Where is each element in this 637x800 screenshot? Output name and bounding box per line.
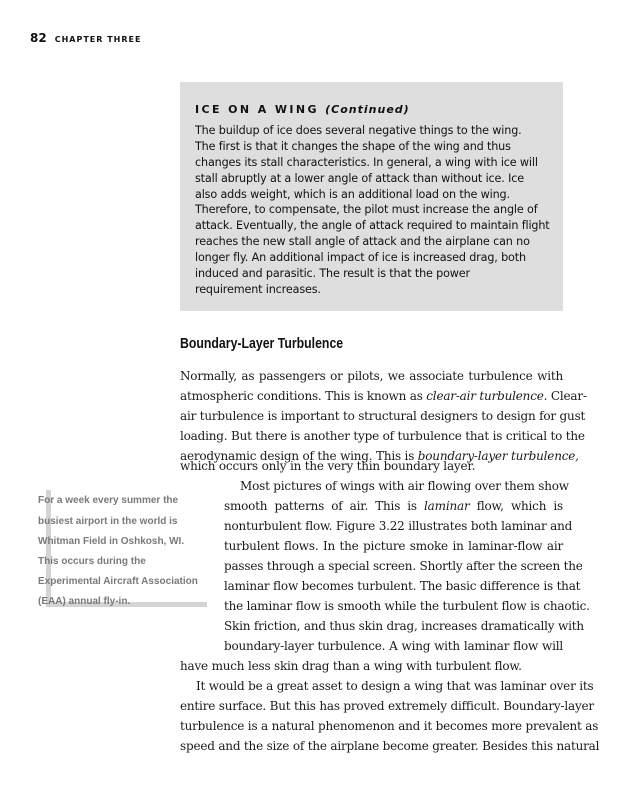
para2-line: the laminar flow is smooth while the turbulent flow is chaotic. xyxy=(224,599,590,613)
para2-line: nonturbulent flow. Figure 3.22 illustrates both laminar and xyxy=(224,519,573,533)
para2-line: laminar flow becomes turbulent. The basic difference is that xyxy=(224,579,581,593)
sidebar-line: The first is that it changes the shape of the wing and thus xyxy=(195,139,511,153)
text-run: atmospheric conditions. This is known as xyxy=(180,389,427,403)
para1-line: air turbulence is important to structural designers to design for gust xyxy=(180,409,586,423)
text-run: flow, which is xyxy=(469,499,563,513)
margin-note-line: busiest airport in the world is xyxy=(38,516,178,527)
margin-note-line: Experimental Aircraft Association xyxy=(38,576,198,587)
sidebar-title-main: ICE ON A WING xyxy=(195,103,319,116)
para3-line: turbulence is a natural phenomenon and it becomes more prevalent as xyxy=(180,719,599,733)
text-run: aerodynamic design of the wing. This is xyxy=(180,449,418,463)
sidebar-line: The buildup of ice does several negative things to the wing. xyxy=(195,124,522,137)
margin-note-line: For a week every summer the xyxy=(38,495,179,506)
term-clear-air-turbulence: clear-air turbulence. xyxy=(426,389,548,403)
para2-line: have much less skin drag than a wing with turbulent flow. xyxy=(180,659,522,673)
sidebar-line: changes its stall characteristics. In general, a wing with ice will xyxy=(195,155,538,169)
para2-line: passes through a special screen. Shortly after the screen the xyxy=(224,559,583,573)
para2-line: turbulent flows. In the picture smoke in laminar-flow air xyxy=(224,539,563,553)
para1-line xyxy=(180,386,587,406)
sidebar-line: attack. Eventually, the angle of attack required to maintain flight xyxy=(195,219,550,233)
sidebar-line: reaches the new stall angle of attack and the airplane can no xyxy=(195,235,530,249)
page-number: 82 xyxy=(30,31,47,45)
para2-line xyxy=(224,496,563,516)
sidebar-line: Therefore, to compensate, the pilot must increase the angle of xyxy=(195,203,538,217)
section-heading: Boundary-Layer Turbulence xyxy=(180,335,344,352)
para1-line: which occurs only in the very thin boundary layer. xyxy=(180,459,476,473)
margin-note-line: This occurs during the xyxy=(38,556,146,567)
chapter-label: CHAPTER THREE xyxy=(54,35,142,44)
para2-line: Most pictures of wings with air flowing over them show xyxy=(240,479,569,493)
text-run: smooth patterns of air. This is xyxy=(224,499,425,513)
para2-line: Skin friction, and thus skin drag, increases dramatically with xyxy=(224,619,584,633)
sidebar-line: requirement increases. xyxy=(195,282,321,296)
para1-line: loading. But there is another type of turbulence that is critical to the xyxy=(180,429,585,443)
term-laminar: laminar xyxy=(424,499,470,513)
para1-line: Normally, as passengers or pilots, we associate turbulence with xyxy=(180,369,563,383)
para3-line: speed and the size of the airplane become greater. Besides this natural xyxy=(180,739,600,753)
margin-note-line: Whitman Field in Oshkosh, WI. xyxy=(38,536,185,547)
sidebar-title-suffix: (Continued) xyxy=(325,103,410,116)
sidebar-line: longer fly. An additional impact of ice is increased drag, both xyxy=(195,251,526,265)
sidebar-title xyxy=(195,103,549,116)
sidebar-line: stall abruptly at a lower angle of attack than without ice. Ice xyxy=(195,171,524,185)
para3-line: entire surface. But this has proved extremely difficult. Boundary-layer xyxy=(180,699,594,713)
para2-line: boundary-layer turbulence. A wing with laminar flow will xyxy=(224,639,563,653)
para3-line: It would be a great asset to design a wing that was laminar over its xyxy=(196,679,594,693)
text-run: Clear- xyxy=(547,389,587,403)
term-boundary-layer-turbulence: boundary-layer turbulence, xyxy=(417,449,579,463)
sidebar-line: also adds weight, which is an additional load on the wing. xyxy=(195,187,510,201)
ice-on-a-wing-sidebar xyxy=(180,82,563,311)
sidebar-line: induced and parasitic. The result is that the power xyxy=(195,267,470,281)
margin-note-line: (EAA) annual fly-in. xyxy=(38,596,131,607)
running-header xyxy=(30,31,141,45)
